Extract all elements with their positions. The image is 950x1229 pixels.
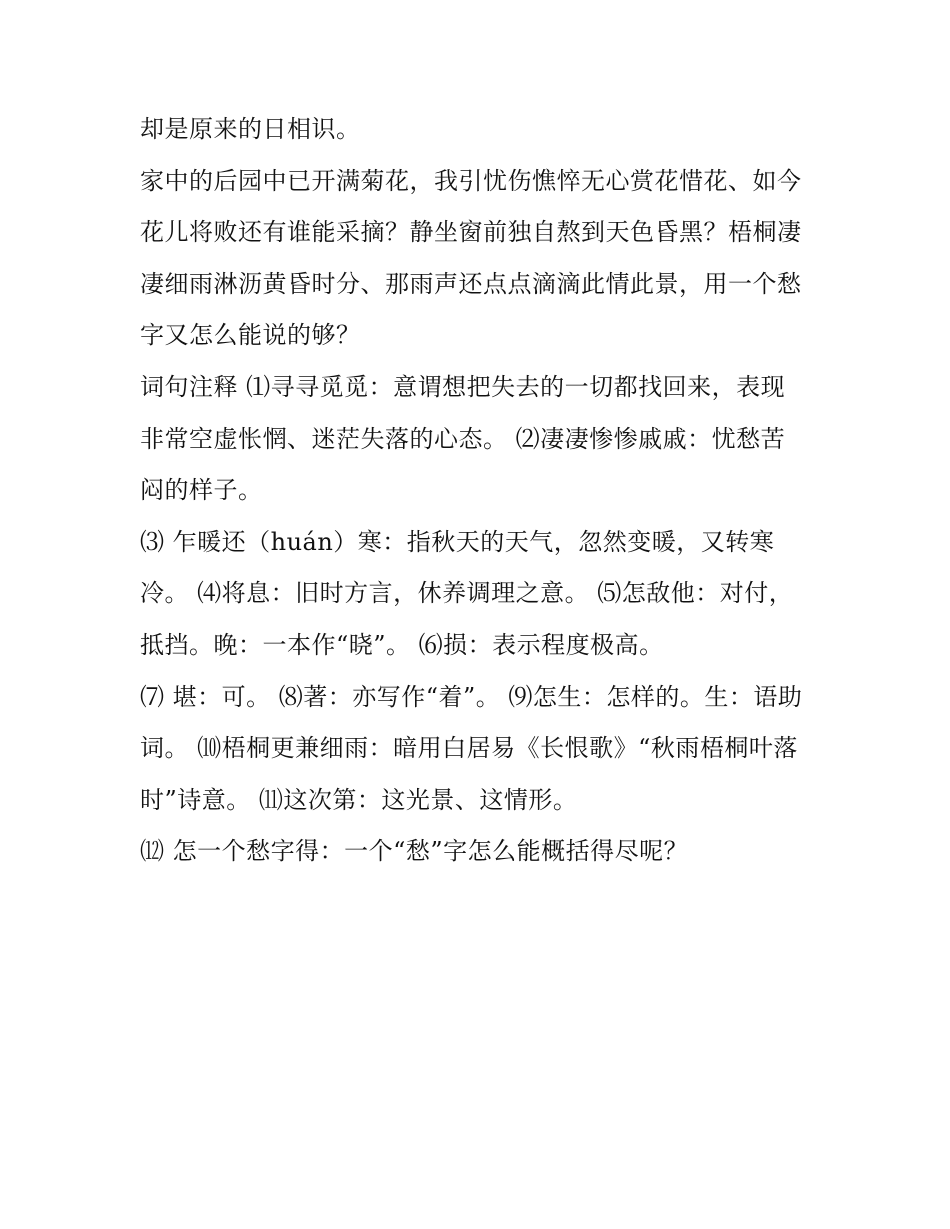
- annotation-line: 词。 ⑽梧桐更兼细雨：暗用白居易《长恨歌》“秋雨梧桐叶落: [140, 734, 798, 763]
- annotation-line: 闷的样子。: [140, 476, 263, 505]
- text-line: 花儿将败还有谁能采摘？静坐窗前独自熬到天色昏黑？梧桐凄: [140, 218, 802, 247]
- annotation-line: 词句注释 ⑴寻寻觅觅：意谓想把失去的一切都找回来，表现: [140, 372, 786, 401]
- annotation-line: ⑿ 怎一个愁字得：一个“愁”字怎么能概括得尽呢？: [140, 837, 689, 866]
- annotation-line: 抵挡。晚：一本作“晓”。 ⑹损：表示程度极高。: [140, 630, 664, 659]
- annotation-line: 时”诗意。 ⑾这次第：这光景、这情形。: [140, 785, 578, 814]
- document-body: [140, 104, 840, 878]
- text-line: 字又怎么能说的够？: [140, 321, 361, 350]
- text-line: 凄细雨淋沥黄昏时分、那雨声还点点滴滴此情此景，用一个愁: [140, 269, 802, 298]
- annotation-line: 冷。 ⑷将息：旧时方言，休养调理之意。 ⑸怎敌他：对付，: [140, 579, 794, 608]
- annotation-line: ⑶ 乍暖还（huán）寒：指秋天的天气，忽然变暖，又转寒: [140, 527, 775, 556]
- text-line: 家中的后园中已开满菊花，我引忧伤憔悴无心赏花惜花、如今: [140, 166, 802, 195]
- annotation-line: 非常空虚怅惘、迷茫失落的心态。 ⑵凄凄惨惨戚戚：忧愁苦: [140, 424, 786, 453]
- annotation-line: ⑺ 堪：可。 ⑻著：亦写作“着”。 ⑼怎生：怎样的。生：语助: [140, 682, 803, 711]
- text-line: 却是原来的日相识。: [140, 115, 361, 143]
